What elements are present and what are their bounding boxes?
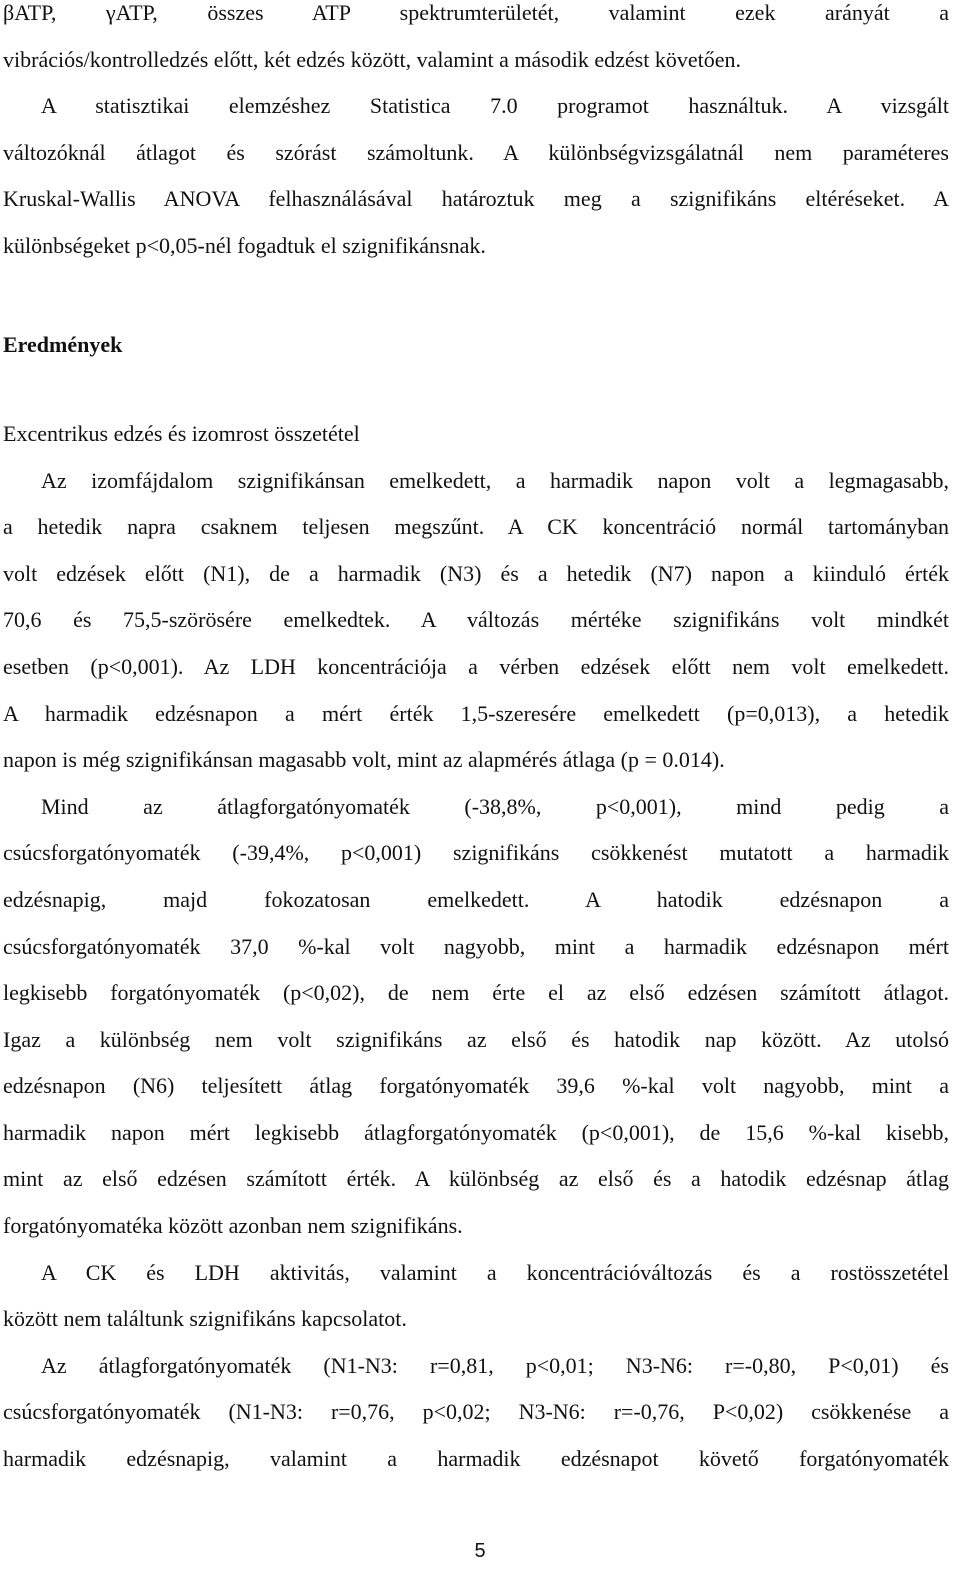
text-line: edzésnapon (N6) teljesített átlag forgatónyomaték 39,6 %-kal volt nagyobb, mint a (3, 1073, 949, 1099)
text-line: esetben (p<0,001). Az LDH koncentrációja a vérben edzések előtt nem volt emelkedett. (3, 653, 949, 679)
text-line: között nem találtunk szignifikáns kapcsolatot. (3, 1306, 407, 1332)
results-paragraph-4 (3, 1343, 949, 1483)
text-line: 70,6 és 75,5-szörösére emelkedtek. A változás mértéke szignifikáns volt mindkét (3, 607, 949, 633)
text-line: harmadik napon mért legkisebb átlagforgatónyomaték (p<0,001), de 15,6 %-kal kisebb, (3, 1119, 949, 1145)
text-line: βATP, γATP, összes ATP spektrumterületét, valamint ezek arányát a (3, 0, 949, 25)
text-line: mint az első edzésen számított érték. A különbség az első és a hatodik edzésnap átlag (3, 1166, 949, 1192)
results-paragraph-1 (3, 458, 949, 784)
text-line: volt edzések előtt (N1), de a harmadik (N3) és a hetedik (N7) napon a kiinduló érték (3, 560, 949, 586)
text-line: csúcsforgatónyomaték (N1-N3: r=0,76, p<0,02; N3-N6: r=-0,76, P<0,02) csökkenése a (3, 1399, 949, 1425)
intro-paragraph (3, 0, 949, 83)
statistics-paragraph (3, 83, 949, 269)
text-line: A CK és LDH aktivitás, valamint a koncentrációváltozás és a rostösszetétel (41, 1259, 949, 1285)
text-line: legkisebb forgatónyomaték (p<0,02), de nem érte el az első edzésen számított átlagot. (3, 980, 949, 1006)
text-line: Az izomfájdalom szignifikánsan emelkedett, a harmadik napon volt a legmagasabb, (41, 467, 949, 493)
text-line: Igaz a különbség nem volt szignifikáns az első és hatodik nap között. Az utolsó (3, 1026, 949, 1052)
text-line: A statisztikai elemzéshez Statistica 7.0 programot használtuk. A vizsgált (41, 93, 949, 119)
text-line: harmadik edzésnapig, valamint a harmadik edzésnapot követő forgatónyomaték (3, 1446, 949, 1472)
results-paragraph-2 (3, 784, 949, 1250)
section-heading: Eredmények (3, 331, 123, 357)
document-page (3, 0, 949, 1483)
text-line: a hetedik napra csaknem teljesen megszűnt. A CK koncentráció normál tartományban (3, 514, 949, 540)
text-line: Mind az átlagforgatónyomaték (-38,8%, p<0,001), mind pedig a (41, 793, 949, 819)
text-line: A harmadik edzésnapon a mért érték 1,5-szeresére emelkedett (p=0,013), a hetedik (3, 700, 949, 726)
page-number: 5 (474, 1540, 486, 1562)
text-line: különbségeket p<0,05-nél fogadtuk el szignifikánsnak. (3, 232, 486, 258)
text-line: Az átlagforgatónyomaték (N1-N3: r=0,81, p<0,01; N3-N6: r=-0,80, P<0,01) és (41, 1352, 949, 1378)
subsection-heading: Excentrikus edzés és izomrost összetétel (3, 420, 360, 446)
text-line: forgatónyomatéka között azonban nem szignifikáns. (3, 1213, 463, 1239)
text-line: edzésnapig, majd fokozatosan emelkedett. A hatodik edzésnapon a (3, 886, 949, 912)
text-line: csúcsforgatónyomaték 37,0 %-kal volt nagyobb, mint a harmadik edzésnapon mért (3, 933, 949, 959)
results-paragraph-3 (3, 1250, 949, 1343)
text-line: változóknál átlagot és szórást számoltunk. A különbségvizsgálatnál nem paraméteres (3, 139, 949, 165)
text-line: csúcsforgatónyomaték (-39,4%, p<0,001) szignifikáns csökkenést mutatott a harmadik (3, 840, 949, 866)
text-line: Kruskal-Wallis ANOVA felhasználásával határoztuk meg a szignifikáns eltéréseket. A (3, 186, 949, 212)
text-line: vibrációs/kontrolledzés előtt, két edzés között, valamint a második edzést követően. (3, 46, 741, 72)
text-line: napon is még szignifikánsan magasabb volt, mint az alapmérés átlaga (p = 0.014). (3, 747, 725, 773)
